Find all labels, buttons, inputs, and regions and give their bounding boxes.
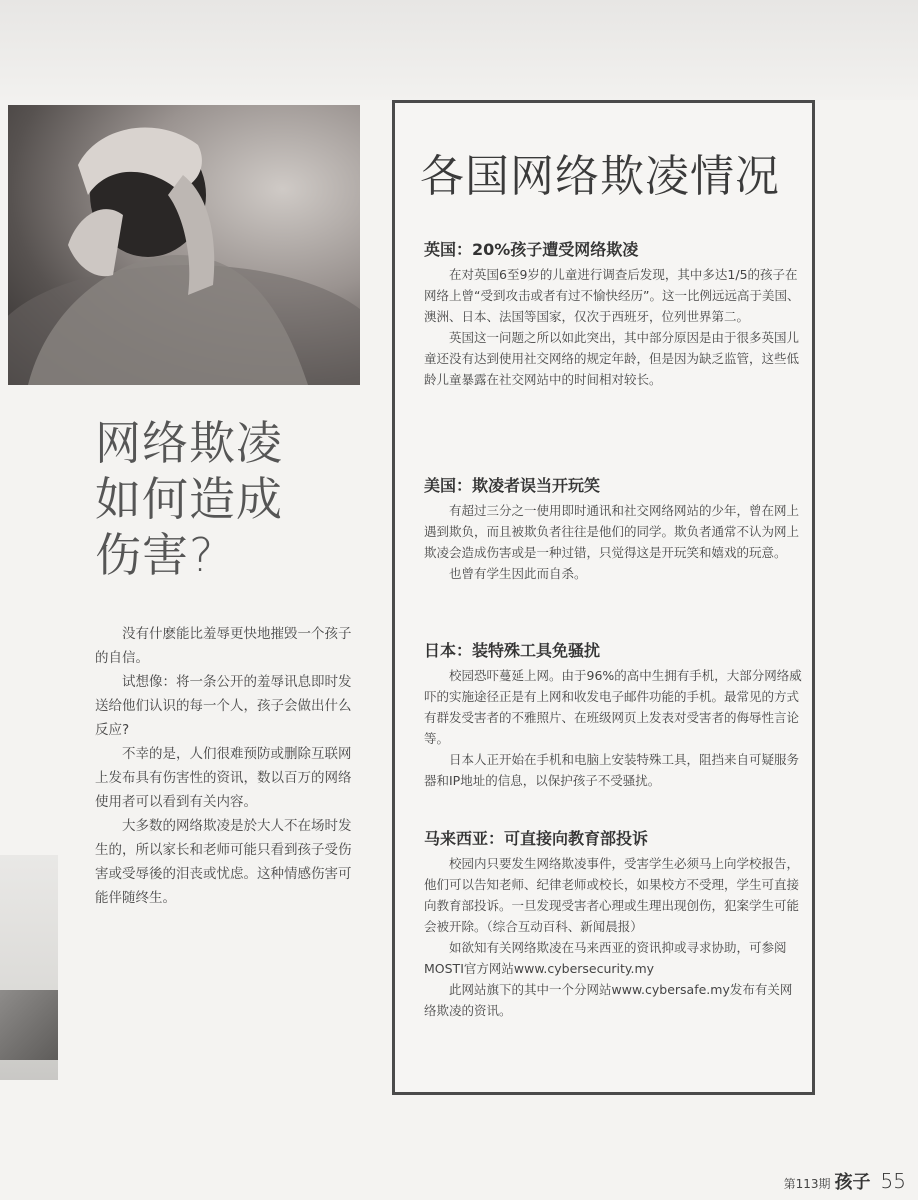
section-paragraph: 此网站旗下的其中一个分网站www.cybersafe.my发布有关网络欺凌的资讯。 — [424, 982, 793, 1018]
section-paragraph: 校园恐吓蔓延上网。由于96%的高中生拥有手机，大部分网络威吓的实施途径正是有上网和收发电子邮件功能的手机。最常见的方式有群发受害者的不雅照片、在班级网页上发表对受害者的侮辱性言论等。 — [424, 668, 802, 746]
page-footer — [784, 1168, 906, 1194]
section-heading: 英国：20%孩子遭受网络欺凌 — [424, 240, 639, 259]
top-background-band — [0, 0, 918, 100]
article-title — [95, 415, 355, 583]
section-heading: 日本：装特殊工具免骚扰 — [424, 641, 601, 660]
laptop-image — [0, 990, 58, 1060]
distressed-person-illustration — [8, 105, 360, 385]
section-paragraph: 英国这一问题之所以如此突出，其中部分原因是由于很多英国儿童还没有达到使用社交网络的规定年龄，但是因为缺乏监管，这些低龄儿童暴露在社交网站中的时间相对较长。 — [424, 330, 800, 387]
section-japan — [424, 638, 804, 791]
body-paragraph: 不幸的是，人们很难预防或删除互联网上发布具有伤害性的资讯，数以百万的网络使用者可以看到有关内容。 — [95, 746, 352, 810]
section-uk — [424, 237, 804, 390]
article-title-line: 伤害? — [95, 528, 215, 582]
section-paragraph: 日本人正开始在手机和电脑上安装特殊工具，阻挡来自可疑服务器和IP地址的信息，以保护孩子不受骚扰。 — [424, 752, 800, 788]
issue-number: 第113期 — [783, 1177, 831, 1191]
section-paragraph: 也曾有学生因此而自杀。 — [449, 566, 587, 581]
section-heading: 美国：欺凌者误当开玩笑 — [424, 476, 601, 495]
section-paragraph: 有超过三分之一使用即时通讯和社交网络网站的少年，曾在网上遇到欺负，而且被欺负者往往是他们的同学。欺负者通常不认为网上欺凌会造成伤害或是一种过错，只觉得这是开玩笑和嬉戏的玩意。 — [424, 503, 800, 560]
section-usa — [424, 473, 804, 584]
section-malaysia — [424, 826, 804, 1021]
magazine-name: 孩子 — [834, 1172, 871, 1193]
body-paragraph: 没有什麽能比羞辱更快地摧毁一个孩子的自信。 — [95, 626, 352, 666]
header-photo — [8, 105, 360, 385]
body-paragraph: 大多数的网络欺凌是於大人不在场时发生的，所以家长和老师可能只看到孩子受伤害或受辱後的泪丧或忧虑。这种情感伤害可能伴随终生。 — [95, 818, 352, 906]
section-paragraph: 如欲知有关网络欺凌在马来西亚的资讯抑或寻求协助，可参阅MOSTI官方网站www.cybersecurity.my — [424, 940, 787, 976]
section-paragraph: 在对英国6至9岁的儿童进行调查后发现，其中多达1/5的孩子在网络上曾“受到攻击或者有过不愉快经历”。这一比例远远高于美国、澳洲、日本、法国等国家，仅次于西班牙，位列世界第二。 — [424, 267, 800, 324]
section-heading: 马来西亚：可直接向教育部投诉 — [424, 829, 649, 848]
sidebar-title: 各国网络欺凌情况 — [420, 151, 780, 202]
page-number: 55 — [880, 1169, 906, 1193]
body-paragraph: 试想像：将一条公开的羞辱讯息即时发送给他们认识的每一个人，孩子会做出什么反应? — [95, 674, 352, 738]
article-title-line: 如何造成 — [95, 472, 283, 526]
article-title-line: 网络欺凌 — [95, 416, 283, 470]
section-paragraph: 校园内只要发生网络欺凌事件，受害学生必须马上向学校报告，他们可以告知老师、纪律老师或校长，如果校方不受理，学生可直接向教育部投诉。一旦发现受害者心理或生理出现创伤，犯案学生可能会被开除。（综合互动百科、新闻晨报） — [424, 856, 800, 934]
article-body — [95, 622, 357, 910]
